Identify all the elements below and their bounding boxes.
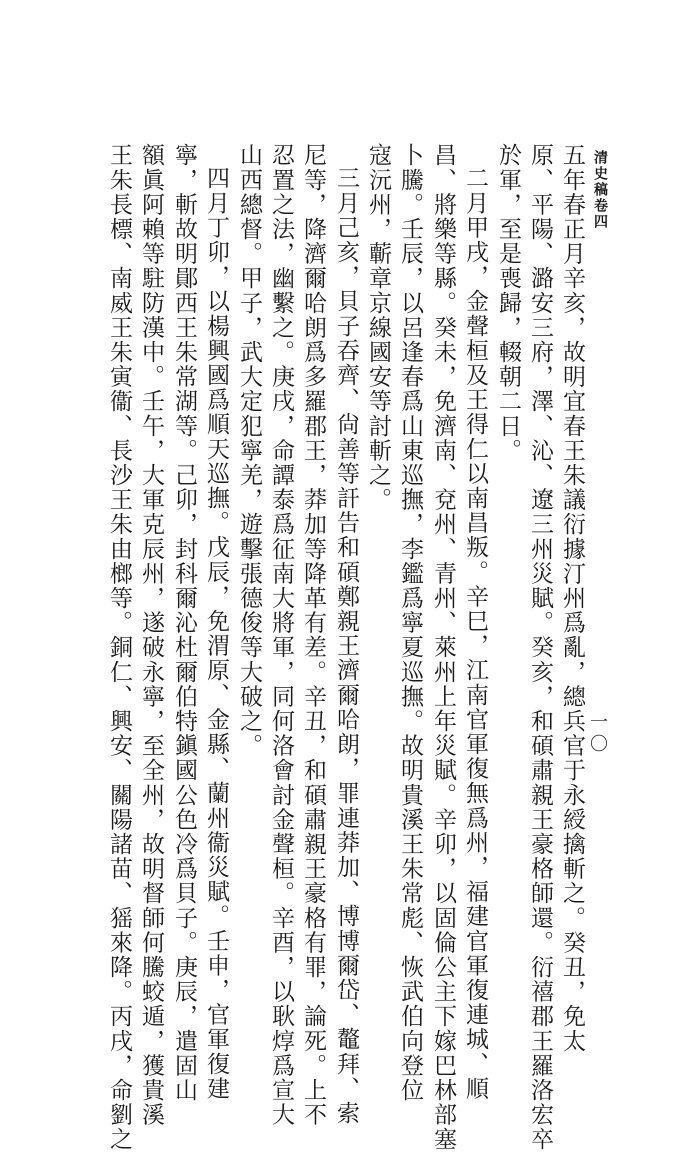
text-column: 山西總督。甲子，武大定犯寧羌，遊擊張德俊等大破之。	[236, 143, 262, 758]
text-column: 原、平陽、潞安三府，澤、沁、遼三州災賦。癸亥，和碩肅親王豪格師還。衍禧郡王羅洛宏卒	[527, 143, 553, 1152]
text-column: 二月甲戌，金聲桓及王得仁以南昌叛。辛巳，江南官軍復無爲州，福建官軍復連城、順	[462, 166, 488, 1101]
text-column: 於軍，至是喪歸，輟朝二日。	[495, 143, 521, 463]
text-column: 五年春正月辛亥，故明宜春王朱議衍據汀州爲亂，總兵官于永綬擒斬之。癸丑，免太	[559, 143, 585, 1054]
text-column: 忍置之法，幽繫之。庚戌，命譚泰爲征南大將軍，同何洛會討金聲桓。辛酉，以耿焞爲宣大	[268, 143, 294, 1127]
text-column: 尼等，降濟爾哈朗爲多羅郡王，莽加等降革有差。辛丑，和碩肅親王豪格有罪，論死。上不	[300, 143, 326, 1127]
text-column: 王朱長標、南威王朱寅衞、長沙王朱由榔等。銅仁、興安、關陽諸苗、猺來降。丙戌，命劉之	[106, 143, 132, 1152]
text-column: 寧，斬故明鄖西王朱常湖等。己卯，封科爾沁杜爾伯特鎭國公色冷爲貝子。庚辰，遣固山	[171, 143, 197, 1103]
running-header: 清史稿卷四	[592, 150, 608, 230]
text-column: 寇沅州，蘄章京線國安等討斬之。	[365, 143, 391, 512]
text-column: 三月己亥，貝子吞齊、尙善等訐告和碩鄭親王濟爾哈朗，罪連莽加、博博爾岱、鼇拜、索	[333, 166, 359, 1126]
text-column: 四月丁卯，以楊興國爲順天巡撫。戊辰，免渭原、金縣、蘭州衞災賦。壬申，官軍復建	[203, 166, 229, 1101]
text-column: 額眞阿賴等駐防漢中。壬午，大軍克辰州，遂破永寧，至全州，故明督師何騰蛟遁，獲貴溪	[138, 143, 164, 1127]
page-number: 一〇	[587, 712, 608, 756]
text-column: 昌、將樂等縣。癸未，免濟南、兗州、青州、萊州上年災賦。辛卯，以固倫公主下嫁巴林部塞	[430, 143, 456, 1152]
text-column: 卜騰。壬辰，以呂逢春爲山東巡撫，李鑑爲寧夏巡撫。故明貴溪王朱常彪、恢武伯向登位	[397, 143, 423, 1103]
